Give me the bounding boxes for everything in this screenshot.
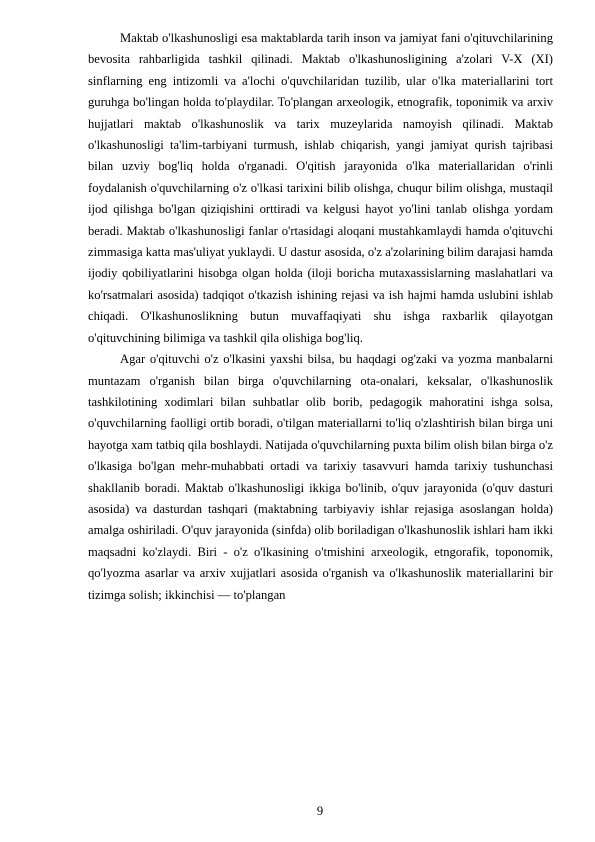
- paragraph-1: Maktab o'lkashunosligi esa maktablarda tarih inson va jamiyat fani o'qituvchilarining bevosita rahbarligida tashkil qilinadi. Maktab o'lkashunosligining a'zolari V-X (XI) sinflarning eng intizomli va a'lochi o'quvchilaridan tuzilib, ular o'lka materiallarini tort guruhga bo'lingan holda to'playdilar. To'plangan arxeologik, etnografik, toponimik va arxiv hujjatlari maktab o'lkashunoslik va tarix muzeylarida namoyish qilinadi. Maktab o'lkashunosligi ta'lim-tarbiyani turmush, ishlab chiqarish, yangi jamiyat qurish tajribasi bilan uzviy bog'liq holda o'rganadi. O'qitish jarayonida o'lka materiallaridan o'rinli foydalanish o'quvchilarning o'z o'lkasi tarixini bilib olishga, chuqur bilim olishga, mustaqil ijod qilishga bo'lgan qiziqishini orttiradi va kelgusi hayot yo'lini tanlab olishga yordam beradi. Maktab o'lkashunosligi fanlar o'rtasidagi aloqani mustahkamlaydi hamda o'qituvchi zimmasiga katta mas'uliyat yuklaydi. U dastur asosida, o'z a'zolarining bilim darajasi hamda ijodiy qobiliyatlarini hisobga olgan holda (iloji boricha mutaxassislarning maslahatlari va ko'rsatmalari asosida) tadqiqot o'tkazish ishining rejasi va ish hajmi hamda uslubini ishlab chiqadi. O'lkashunoslikning butun muvaffaqiyati shu ishga raxbarlik qilayotgan o'qituvchining bilimiga va tashkil qila olishiga bog'liq.: [88, 31, 553, 345]
- body-text: [88, 28, 553, 606]
- paragraph-2: Agar o'qituvchi o'z o'lkasini yaxshi bilsa, bu haqdagi og'zaki va yozma manbalarni muntazam o'rganish bilan birga o'quvchilarning ota-onalari, keksalar, o'lkashunoslik tashkilotining xodimlari bilan suhbatlar olib borib, pedagogik mahoratini ishga solsa, o'quvchilarning faolligi ortib boradi, o'tilgan materiallarni to'liq o'zlashtirish bilan birga uni hayotga xam tatbiq qila boshlaydi. Natijada o'quvchilarning puxta bilim olish bilan birga o'z o'lkasiga bo'lgan mehr-muhabbati ortadi va tarixiy tasavvuri hamda tarixiy tushunchasi shakllanib boradi. Maktab o'lkashunosligi ikkiga bo'linib, o'quv jarayonida (o'quv dasturi asosida) va dasturdan tashqari (maktabning tarbiyaviy ishlar rejasiga asoslangan holda) amalga oshiriladi. O'quv jarayonida (sinfda) olib boriladigan o'lkashunoslik ishlari ham ikki maqsadni ko'zlaydi. Biri - o'z o'lkasining o'tmishini arxeologik, etngorafik, toponomik, qo'lyozma asarlar va arxiv xujjatlari asosida o'rganish va o'lkashunoslik materiallarini bir tizimga solish; ikkinchisi — to'plangan: [88, 352, 553, 602]
- page-number: 9: [316, 804, 324, 818]
